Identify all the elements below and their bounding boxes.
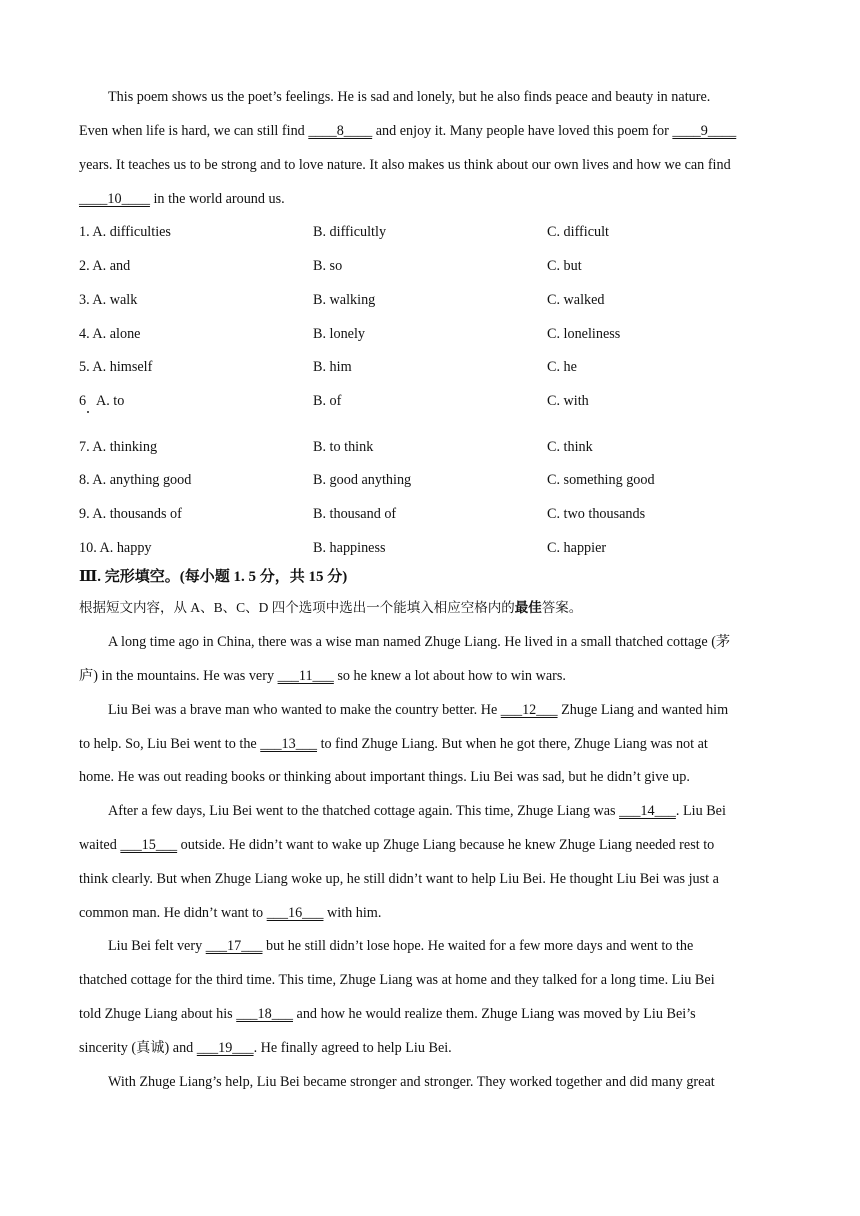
- option-c: C. happier: [547, 540, 607, 556]
- option-c: C. two thousands: [547, 506, 646, 522]
- blank-10: ____10____: [79, 191, 150, 207]
- option-row: [79, 324, 779, 344]
- blank-19: ___19___: [196, 1040, 254, 1056]
- blank-13: ___13___: [260, 736, 318, 752]
- option-row: [79, 391, 779, 411]
- option-a: 7. A. thinking: [79, 439, 158, 455]
- passage2-text: so he knew a lot about how to win wars.: [333, 668, 566, 684]
- option-row: [79, 504, 779, 524]
- blank-16: ___16___: [266, 905, 324, 921]
- blank-14: ___14___: [619, 803, 676, 819]
- passage2-text: A long time ago in China, there was a wise man named Zhuge Liang. He lived in a small thatched cottage (茅: [108, 634, 731, 650]
- instruction-emphasis: 最佳: [514, 600, 542, 615]
- passage2-text: thatched cottage for the third time. This time, Zhuge Liang was at home and they talked for a long time. Liu Bei: [79, 972, 715, 988]
- option-a: 9. A. thousands of: [79, 506, 182, 522]
- passage2-text: Liu Bei was a brave man who wanted to make the country better. He: [108, 702, 501, 718]
- passage2-text: . Liu Bei: [675, 803, 726, 819]
- passage1-text: This poem shows us the poet’s feelings. He is sad and lonely, but he also finds peace and beauty in nature.: [108, 89, 711, 105]
- option-c: C. but: [547, 258, 582, 274]
- passage2-line: [79, 903, 381, 923]
- option-a: 10. A. happy: [79, 540, 152, 556]
- passage2-text: and how he would realize them. Zhuge Liang was moved by Liu Bei’s: [292, 1006, 696, 1022]
- option-a: 1. A. difficulties: [79, 224, 171, 240]
- passage2-text: think clearly. But when Zhuge Liang woke up, he still didn’t want to help Liu Bei. He thought Liu Bei was just a: [79, 871, 719, 887]
- passage1-text: years. It teaches us to be strong and to love nature. It also makes us think about our own lives and how we can find: [79, 157, 731, 173]
- section-instructions: [79, 598, 582, 618]
- option-b: B. him: [313, 359, 352, 375]
- passage2-text: common man. He didn’t want to: [79, 905, 267, 921]
- option-c: C. loneliness: [547, 326, 621, 342]
- passage2-text: with him.: [323, 905, 382, 921]
- option-a: 8. A. anything good: [79, 472, 192, 488]
- section-heading: Ⅲ. 完形填空。(每小题 1. 5 分，共 15 分): [79, 569, 348, 585]
- passage2-text: to help. So, Liu Bei went to the: [79, 736, 261, 752]
- option-row: [79, 222, 779, 242]
- option-b: B. thousand of: [313, 506, 397, 522]
- option-b: B. to think: [313, 439, 374, 455]
- option-a: 5. A. himself: [79, 359, 153, 375]
- option-c: C. something good: [547, 472, 655, 488]
- passage1-line1: [108, 87, 710, 107]
- option-c: C. think: [547, 439, 593, 455]
- option-row: [79, 538, 779, 558]
- passage2-text: . He finally agreed to help Liu Bei.: [253, 1040, 452, 1056]
- passage2-text: After a few days, Liu Bei went to the thatched cottage again. This time, Zhuge Liang was: [108, 803, 620, 819]
- passage2-line: [108, 801, 726, 821]
- passage1-text: and enjoy it. Many people have loved this poem for: [372, 123, 673, 139]
- passage2-line: [79, 835, 714, 855]
- option-a: 2. A. and: [79, 258, 131, 274]
- option-b: B. walking: [313, 292, 376, 308]
- blank-12: ___12___: [500, 702, 558, 718]
- blank-8: ____8____: [308, 123, 373, 139]
- passage2-line: [108, 632, 730, 652]
- passage2-text: told Zhuge Liang about his: [79, 1006, 237, 1022]
- blank-11: ___11___: [277, 668, 334, 684]
- option-a: 3. A. walk: [79, 292, 138, 308]
- passage2-line: [79, 666, 566, 686]
- option-b: B. difficultly: [313, 224, 387, 240]
- instruction-text: 答案。: [541, 600, 583, 615]
- option-a: 6 A. to: [79, 393, 125, 409]
- passage2-text: Liu Bei felt very: [108, 938, 206, 954]
- passage2-line: [108, 1072, 715, 1092]
- passage2-text: With Zhuge Liang’s help, Liu Bei became stronger and stronger. They worked together and did many great: [108, 1074, 715, 1090]
- passage2-text: waited: [79, 837, 121, 853]
- passage2-line: [108, 936, 693, 956]
- option-row: [79, 290, 779, 310]
- blank-15: ___15___: [120, 837, 178, 853]
- passage2-line: [79, 970, 715, 990]
- option-c: C. difficult: [547, 224, 610, 240]
- passage1-text: in the world around us.: [149, 191, 285, 207]
- option-b: B. happiness: [313, 540, 386, 556]
- option-b: B. lonely: [313, 326, 366, 342]
- passage2-text: home. He was out reading books or thinking about important things. Liu Bei was sad, but he didn’t give up.: [79, 769, 690, 785]
- passage2-text: sincerity (真诚) and: [79, 1040, 197, 1056]
- option-row: [79, 470, 779, 490]
- option-b: B. of: [313, 393, 342, 409]
- option-b: B. so: [313, 258, 343, 274]
- passage1-line2: [79, 121, 736, 141]
- option-c: C. with: [547, 393, 589, 409]
- blank-18: ___18___: [236, 1006, 293, 1022]
- option-b: B. good anything: [313, 472, 412, 488]
- passage2-text: 庐) in the mountains. He was very: [79, 668, 278, 684]
- passage2-line: [79, 767, 690, 787]
- passage1-line3: [79, 155, 731, 175]
- passage2-text: Zhuge Liang and wanted him: [557, 702, 729, 718]
- option-row: [79, 357, 779, 377]
- option-a: 4. A. alone: [79, 326, 141, 342]
- stray-dot-mark: [87, 411, 89, 413]
- option-c: C. he: [547, 359, 577, 375]
- blank-9: ____9____: [672, 123, 737, 139]
- passage1-line4: [79, 189, 285, 209]
- option-c: C. walked: [547, 292, 605, 308]
- passage2-line: [79, 869, 719, 889]
- passage2-text: but he still didn’t lose hope. He waited for a few more days and went to the: [262, 938, 694, 954]
- passage2-line: [79, 734, 708, 754]
- passage2-line: [79, 1038, 452, 1058]
- passage2-text: to find Zhuge Liang. But when he got there, Zhuge Liang was not at: [317, 736, 708, 752]
- blank-17: ___17___: [205, 938, 263, 954]
- passage2-text: outside. He didn’t want to wake up Zhuge Liang because he knew Zhuge Liang needed rest to: [177, 837, 715, 853]
- passage2-line: [79, 1004, 696, 1024]
- option-row: [79, 437, 779, 457]
- option-row: [79, 256, 779, 276]
- instruction-text: 根据短文内容，从 A、B、C、D 四个选项中选出一个能填入相应空格内的: [79, 600, 515, 615]
- passage1-text: Even when life is hard, we can still find: [79, 123, 309, 139]
- passage2-line: [108, 700, 728, 720]
